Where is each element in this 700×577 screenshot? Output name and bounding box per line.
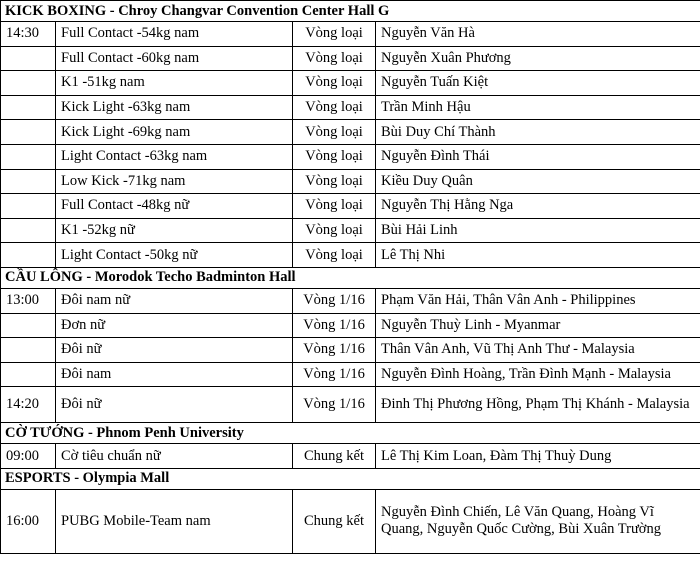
event-cell: K1 -52kg nữ: [56, 218, 293, 243]
table-row: [1, 22, 700, 47]
athletes-cell: Trần Minh Hậu: [376, 95, 700, 120]
event-cell: Full Contact -54kg nam: [56, 22, 293, 47]
time-cell: 13:00: [1, 288, 56, 313]
table-row: [1, 144, 700, 169]
table-row: [1, 387, 700, 423]
section-header-chinese-chess: [1, 423, 700, 444]
round-cell: Vòng loại: [293, 218, 376, 243]
table-row: [1, 218, 700, 243]
table-row: [1, 362, 700, 387]
event-cell: Low Kick -71kg nam: [56, 169, 293, 194]
section-header-esports: [1, 468, 700, 489]
table-row: [1, 313, 700, 338]
table-row: [1, 71, 700, 96]
time-cell: [1, 120, 56, 145]
time-cell: [1, 218, 56, 243]
round-cell: Vòng loại: [293, 95, 376, 120]
section-header-badminton: [1, 267, 700, 288]
time-cell: 09:00: [1, 444, 56, 469]
athletes-cell: Nguyễn Tuấn Kiệt: [376, 71, 700, 96]
event-cell: Đôi nữ: [56, 387, 293, 423]
round-cell: Vòng loại: [293, 120, 376, 145]
event-cell: K1 -51kg nam: [56, 71, 293, 96]
event-cell: Kick Light -63kg nam: [56, 95, 293, 120]
time-cell: [1, 95, 56, 120]
event-cell: Đôi nam: [56, 362, 293, 387]
athletes-cell: Bùi Duy Chí Thành: [376, 120, 700, 145]
section-title: ESPORTS - Olympia Mall: [1, 468, 700, 489]
time-cell: [1, 71, 56, 96]
event-cell: Đôi nam nữ: [56, 288, 293, 313]
table-row: [1, 444, 700, 469]
time-cell: [1, 194, 56, 219]
event-cell: Light Contact -63kg nam: [56, 144, 293, 169]
round-cell: Vòng loại: [293, 194, 376, 219]
event-cell: Full Contact -48kg nữ: [56, 194, 293, 219]
table-row: [1, 46, 700, 71]
athletes-cell: Nguyễn Xuân Phương: [376, 46, 700, 71]
table-row: [1, 243, 700, 268]
time-cell: [1, 313, 56, 338]
time-cell: [1, 169, 56, 194]
round-cell: Vòng 1/16: [293, 387, 376, 423]
round-cell: Vòng 1/16: [293, 313, 376, 338]
athletes-cell: Lê Thị Nhi: [376, 243, 700, 268]
event-cell: Kick Light -69kg nam: [56, 120, 293, 145]
athletes-cell: Lê Thị Kim Loan, Đàm Thị Thuỳ Dung: [376, 444, 700, 469]
athletes-cell: Thân Vân Anh, Vũ Thị Anh Thư - Malaysia: [376, 338, 700, 363]
section-header-kickboxing: [1, 1, 700, 22]
round-cell: Vòng loại: [293, 243, 376, 268]
time-cell: [1, 46, 56, 71]
table-row: [1, 489, 700, 553]
athletes-cell: Bùi Hải Linh: [376, 218, 700, 243]
time-cell: 14:30: [1, 22, 56, 47]
section-title: CỜ TƯỚNG - Phnom Penh University: [1, 423, 700, 444]
athletes-cell: Nguyễn Đình Hoàng, Trần Đình Mạnh - Malaysia: [376, 362, 700, 387]
table-row: [1, 95, 700, 120]
round-cell: Chung kết: [293, 489, 376, 553]
athletes-cell: Nguyễn Đình Chiến, Lê Văn Quang, Hoàng Vĩ Quang, Nguyễn Quốc Cường, Bùi Xuân Trường: [376, 489, 700, 553]
time-cell: 16:00: [1, 489, 56, 553]
round-cell: Vòng 1/16: [293, 362, 376, 387]
table-row: [1, 338, 700, 363]
athletes-cell: Nguyễn Văn Hà: [376, 22, 700, 47]
round-cell: Vòng loại: [293, 22, 376, 47]
round-cell: Vòng loại: [293, 169, 376, 194]
table-row: [1, 194, 700, 219]
event-cell: Đôi nữ: [56, 338, 293, 363]
table-row: [1, 169, 700, 194]
round-cell: Vòng 1/16: [293, 288, 376, 313]
event-cell: Đơn nữ: [56, 313, 293, 338]
athletes-cell: Nguyễn Đình Thái: [376, 144, 700, 169]
round-cell: Vòng loại: [293, 144, 376, 169]
table-row: [1, 288, 700, 313]
round-cell: Chung kết: [293, 444, 376, 469]
event-cell: Cờ tiêu chuẩn nữ: [56, 444, 293, 469]
time-cell: [1, 362, 56, 387]
event-cell: Full Contact -60kg nam: [56, 46, 293, 71]
round-cell: Vòng 1/16: [293, 338, 376, 363]
athletes-cell: Nguyễn Thuỳ Linh - Myanmar: [376, 313, 700, 338]
section-title: KICK BOXING - Chroy Changvar Convention Center Hall G: [1, 1, 700, 22]
section-title: CẦU LÔNG - Morodok Techo Badminton Hall: [1, 267, 700, 288]
athletes-cell: Phạm Văn Hải, Thân Vân Anh - Philippines: [376, 288, 700, 313]
event-cell: Light Contact -50kg nữ: [56, 243, 293, 268]
table-row: [1, 120, 700, 145]
time-cell: [1, 338, 56, 363]
athletes-cell: Kiều Duy Quân: [376, 169, 700, 194]
athletes-cell: Nguyễn Thị Hằng Nga: [376, 194, 700, 219]
athletes-cell: Đinh Thị Phương Hồng, Phạm Thị Khánh - Malaysia: [376, 387, 700, 423]
time-cell: [1, 243, 56, 268]
round-cell: Vòng loại: [293, 46, 376, 71]
round-cell: Vòng loại: [293, 71, 376, 96]
time-cell: 14:20: [1, 387, 56, 423]
time-cell: [1, 144, 56, 169]
event-cell: PUBG Mobile-Team nam: [56, 489, 293, 553]
